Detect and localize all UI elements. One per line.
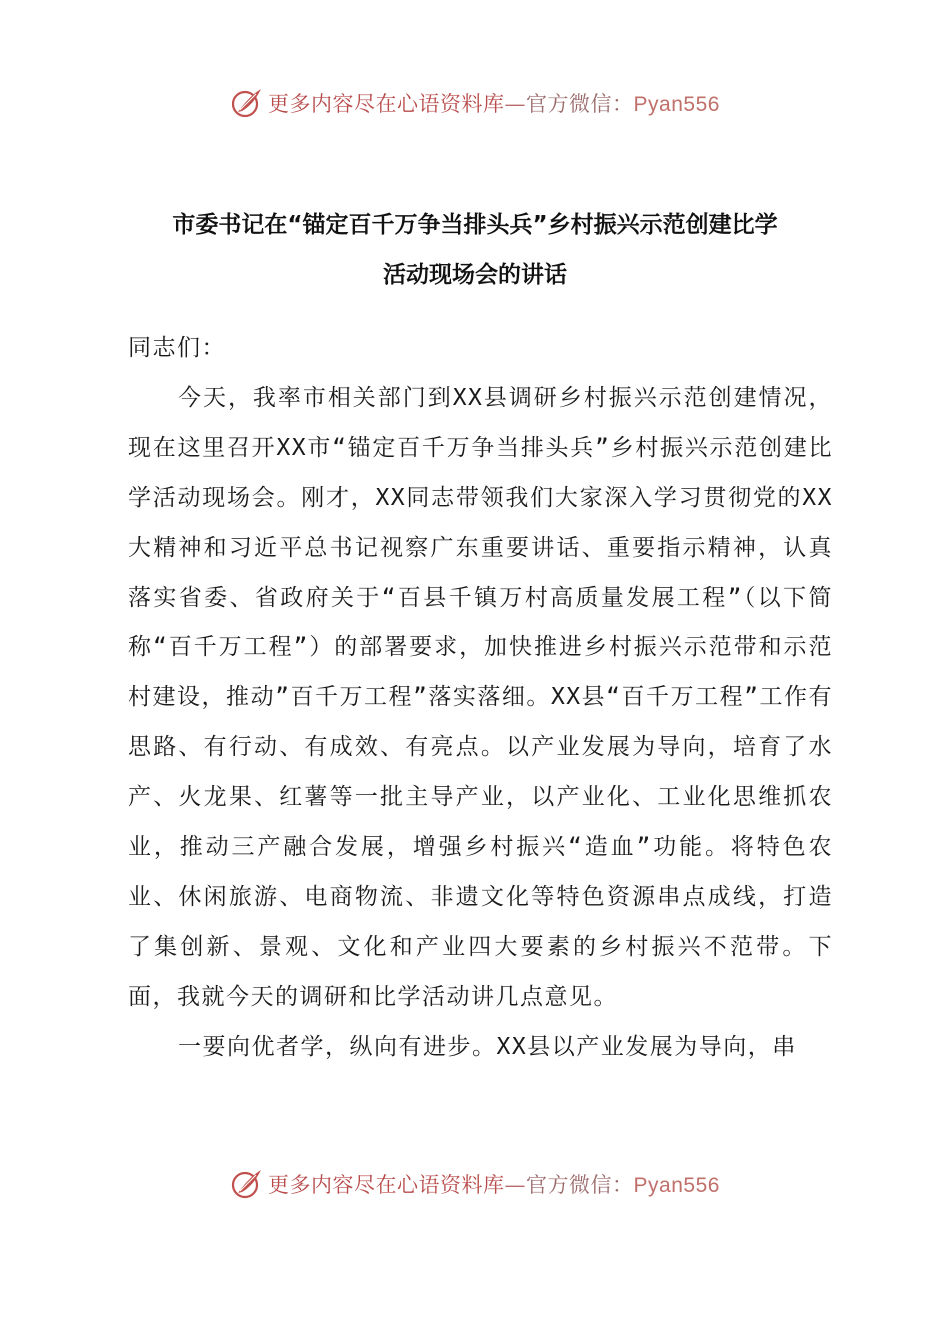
watermark-wechat-id: Pyan556 <box>633 93 720 116</box>
header-watermark-banner <box>0 81 950 125</box>
watermark-main-text: 更多内容尽在心语资料库 <box>268 92 505 116</box>
quill-logo-icon <box>230 1167 264 1201</box>
watermark-official-label: 官方微信： <box>526 1173 634 1197</box>
document-title <box>110 200 840 300</box>
watermark-wechat-id: Pyan556 <box>633 1174 720 1197</box>
body-paragraph: 今天，我率市相关部门到XX县调研乡村振兴示范创建情况，现在这里召开XX市“锚定百千万争当排头兵”乡村振兴示范创建比学活动现场会。刚才，XX同志带领我们大家深入学习贯彻党的XX大精神和习近平总书记视察广东重要讲话、重要指示精神，认真落实省委、省政府关于“百县千镇万村高质量发展工程”（以下简称“百千万工程”）的部署要求，加快推进乡村振兴示范带和示范村建设，推动”百千万工程”落实落细。XX县“百千万工程”工作有思路、有行动、有成效、有亮点。以产业发展为导向，培育了水产、火龙果、红薯等一批主导产业，以产业化、工业化思维抓农业，推动三产融合发展，增强乡村振兴“造血”功能。将特色农业、休闲旅游、电商物流、非遗文化等特色资源串点成线，打造了集创新、景观、文化和产业四大要素的乡村振兴不范带。下面，我就今天的调研和比学活动讲几点意见。 <box>128 384 833 1010</box>
title-line-2: 活动现场会的讲话 <box>383 262 567 288</box>
watermark-dash: — <box>504 1173 527 1197</box>
footer-watermark-banner <box>0 1162 950 1206</box>
watermark-dash: — <box>504 92 527 116</box>
watermark-text <box>268 1169 720 1199</box>
watermark-official-label: 官方微信： <box>526 92 634 116</box>
body-paragraph: 一要向优者学，纵向有进步。XX县以产业发展为导向，串 <box>178 1033 797 1060</box>
quill-logo-icon <box>230 86 264 120</box>
document-body <box>128 324 833 1073</box>
salutation: 同志们： <box>128 335 226 361</box>
watermark-text <box>268 88 720 118</box>
title-line-1: 市委书记在“锚定百千万争当排头兵”乡村振兴示范创建比学 <box>172 212 778 238</box>
watermark-main-text: 更多内容尽在心语资料库 <box>268 1173 505 1197</box>
